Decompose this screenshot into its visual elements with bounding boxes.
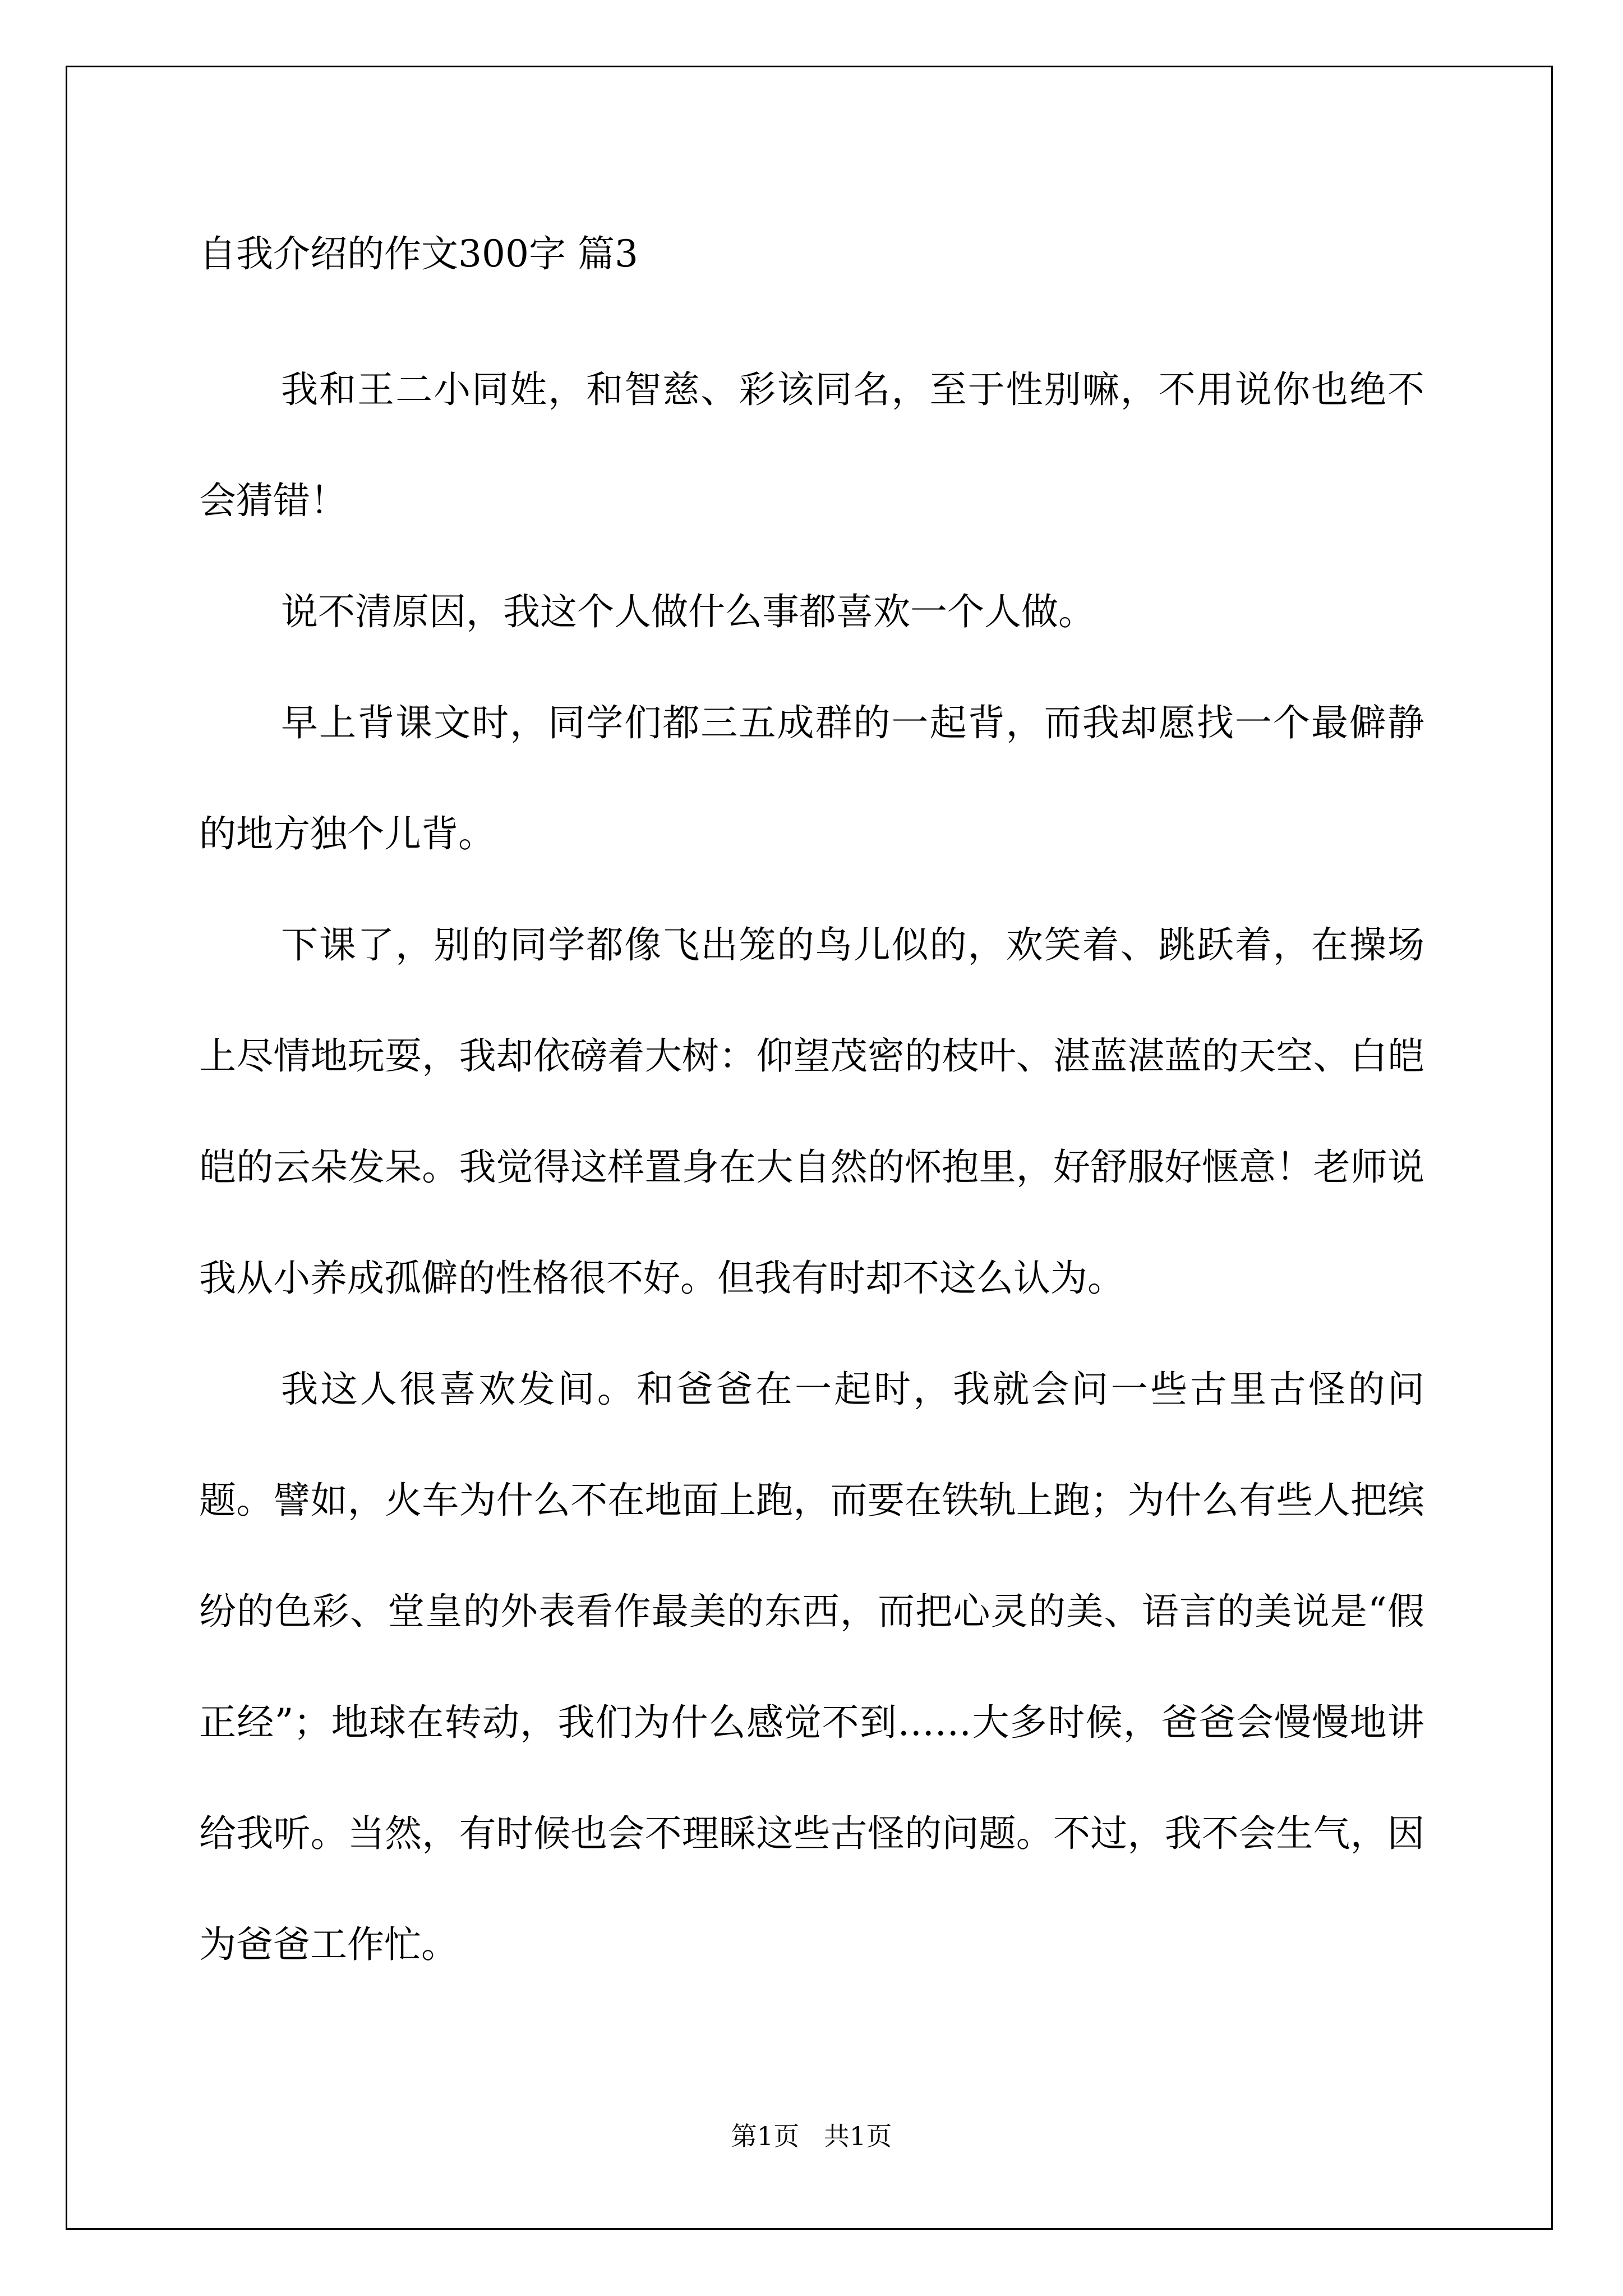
paragraph-5: 我这人很喜欢发间。和爸爸在一起时，我就会问一些古里古怪的问题。譬如，火车为什么不在地面上跑，而要在铁轨上跑；为什么有些人把缤纷的色彩、堂皇的外表看作最美的东西，而把心灵的美、语言的美说是“假正经”；地球在转动，我们为什么感觉不到……大多时候，爸爸会慢慢地讲给我听。当然，有时候也会不理睬这些古怪的问题。不过，我不会生气，因为爸爸工作忙。 xyxy=(199,1368,1424,1966)
document-title: 自我介绍的作文300字 篇3 xyxy=(199,232,638,275)
page-number-footer: 第1页 共1页 xyxy=(731,2121,892,2151)
paragraph-2: 说不清原因，我这个人做什么事都喜欢一个人做。 xyxy=(281,590,1095,633)
document-body xyxy=(199,223,1424,2000)
paragraph-4: 下课了，别的同学都像飞出笼的鸟儿似的，欢笑着、跳跃着，在操场上尽情地玩耍，我却依磅着大树：仰望茂密的枝叶、湛蓝湛蓝的天空、白皑皑的云朵发呆。我觉得这样置身在大自然的怀抱里，好舒服好惬意！老师说我从小养成孤僻的性格很不好。但我有时却不这么认为。 xyxy=(199,923,1424,1300)
paragraph-3: 早上背课文时，同学们都三五成群的一起背，而我却愿找一个最僻静的地方独个儿背。 xyxy=(199,701,1424,855)
paragraph-1: 我和王二小同姓，和智慈、彩该同名，至于性别嘛，不用说你也绝不会猜错！ xyxy=(199,368,1424,522)
